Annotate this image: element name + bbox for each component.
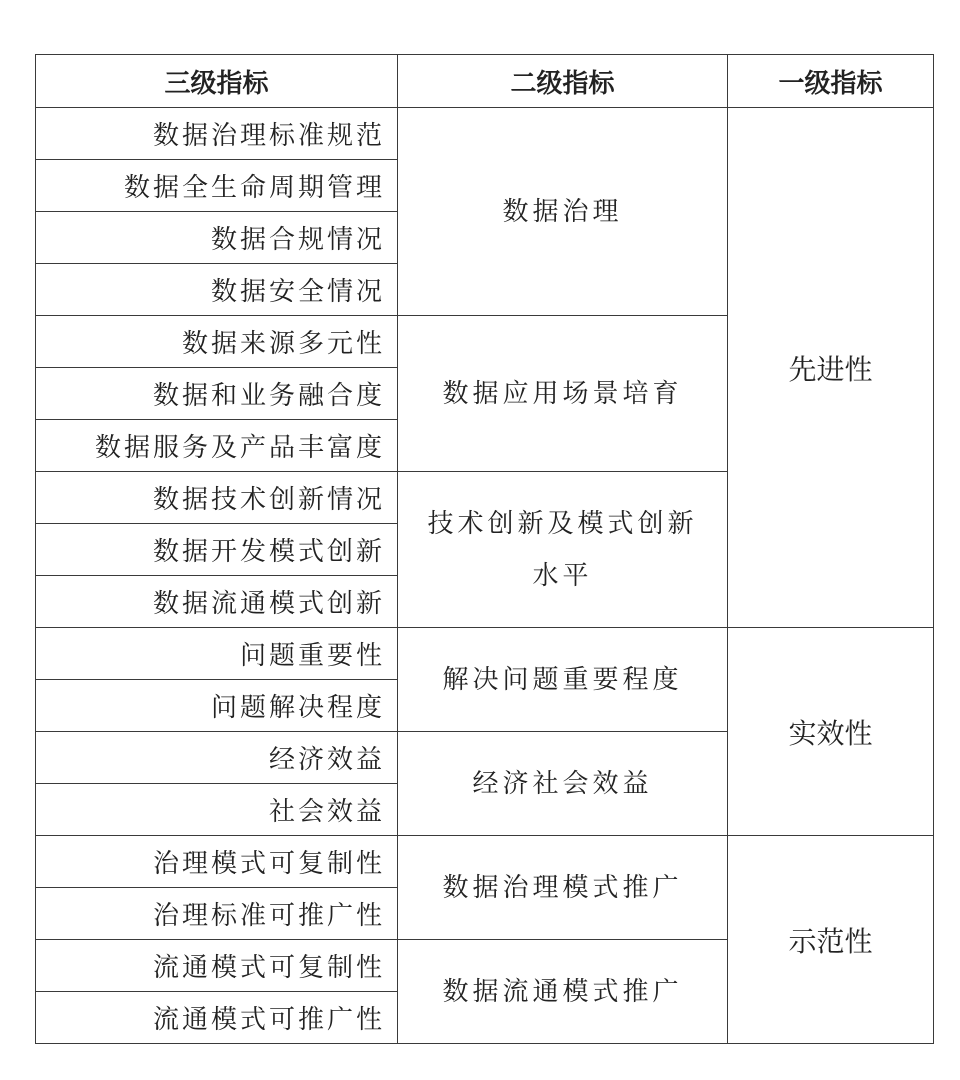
tier3-cell: 数据服务及产品丰富度 (36, 420, 398, 472)
tier3-cell: 问题重要性 (36, 628, 398, 680)
table-header-row (36, 55, 934, 108)
header-tier1: 一级指标 (728, 55, 934, 108)
tier3-cell: 治理标准可推广性 (36, 888, 398, 940)
tier2-cell: 数据应用场景培育 (398, 316, 728, 472)
table-row (36, 628, 934, 680)
table-row (36, 108, 934, 160)
tier2-cell: 解决问题重要程度 (398, 628, 728, 732)
tier3-cell: 数据安全情况 (36, 264, 398, 316)
tier3-cell: 数据流通模式创新 (36, 576, 398, 628)
tier1-cell: 实效性 (728, 628, 934, 836)
table-row (36, 836, 934, 888)
tier3-cell: 治理模式可复制性 (36, 836, 398, 888)
tier3-cell: 社会效益 (36, 784, 398, 836)
header-tier2: 二级指标 (398, 55, 728, 108)
tier2-cell: 技术创新及模式创新水平 (398, 472, 728, 628)
tier3-cell: 流通模式可复制性 (36, 940, 398, 992)
header-tier3: 三级指标 (36, 55, 398, 108)
tier1-cell: 示范性 (728, 836, 934, 1044)
tier2-cell: 数据治理模式推广 (398, 836, 728, 940)
tier3-cell: 流通模式可推广性 (36, 992, 398, 1044)
tier3-cell: 问题解决程度 (36, 680, 398, 732)
tier3-cell: 数据合规情况 (36, 212, 398, 264)
tier3-cell: 数据全生命周期管理 (36, 160, 398, 212)
tier2-cell: 经济社会效益 (398, 732, 728, 836)
tier2-cell: 数据治理 (398, 108, 728, 316)
tier3-cell: 数据治理标准规范 (36, 108, 398, 160)
tier1-cell: 先进性 (728, 108, 934, 628)
indicator-table (35, 54, 934, 1044)
tier3-cell: 数据来源多元性 (36, 316, 398, 368)
tier2-cell: 数据流通模式推广 (398, 940, 728, 1044)
tier3-cell: 数据开发模式创新 (36, 524, 398, 576)
tier3-cell: 数据技术创新情况 (36, 472, 398, 524)
tier3-cell: 数据和业务融合度 (36, 368, 398, 420)
tier3-cell: 经济效益 (36, 732, 398, 784)
